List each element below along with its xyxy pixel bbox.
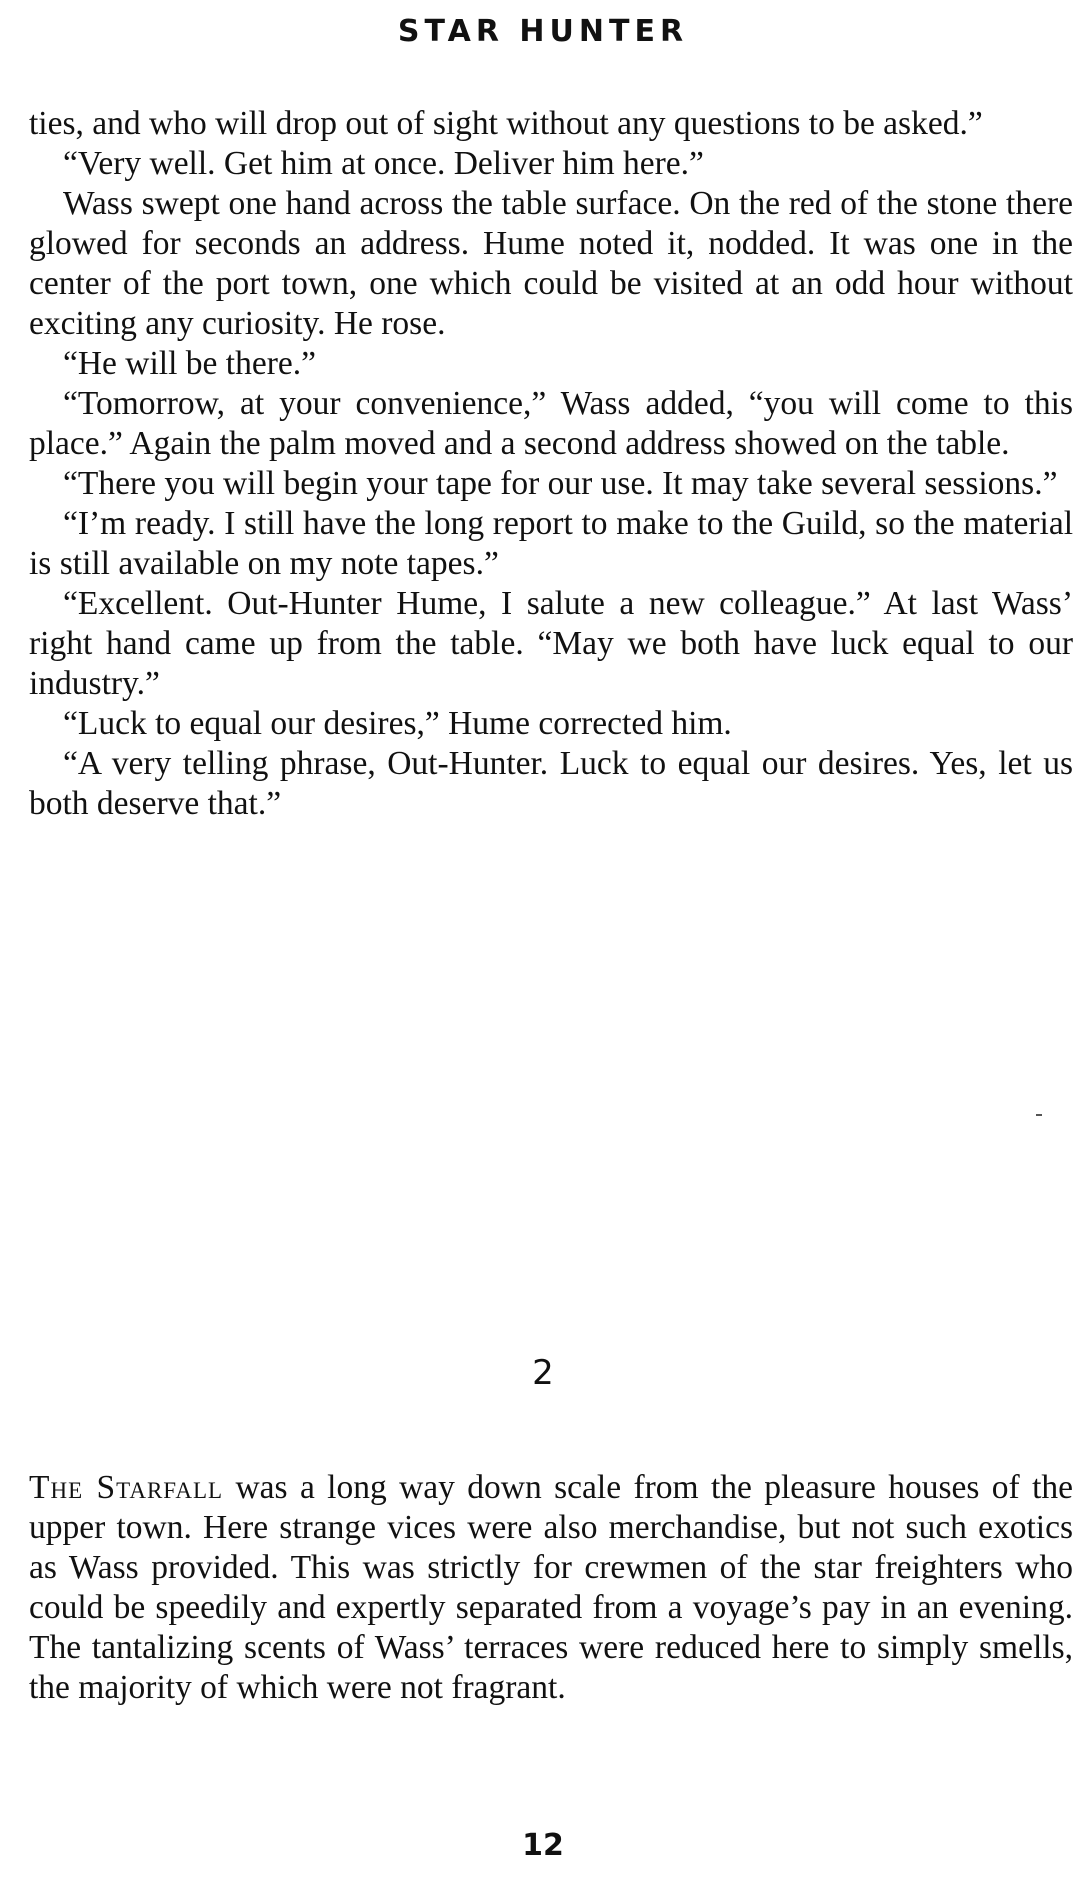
page-number: 12 <box>522 1828 564 1863</box>
paragraph: “Very well. Get him at once. Deliver him here.” <box>63 145 704 182</box>
chapter-opening-text <box>29 1468 1073 1708</box>
paragraph: “Tomorrow, at your convenience,” Wass added, “you will come to this place.” Again the palm moved and a second address showed on the table. <box>29 385 1073 462</box>
body-text <box>29 104 1073 824</box>
paragraph: “Luck to equal our desires,” Hume corrected him. <box>63 705 732 742</box>
chapter-opening-words: The Starfall <box>29 1469 224 1506</box>
chapter-opening-body: was a long way down scale from the pleasure houses of the upper town. Here strange vices were also merchandise, but not such exotics as Wass provided. This was strictly for crewmen of the star freighters who could be speedily and expertly separated from a voyage’s pay in an evening. The tantalizing scents of Wass’ terraces were reduced here to simply smells, the majority of which were not fragrant. <box>29 1469 1073 1706</box>
paragraph: Wass swept one hand across the table surface. On the red of the stone there glowed for seconds an address. Hume noted it, nodded. It was one in the center of the port town, one which could be visited at an odd hour without exciting any curiosity. He rose. <box>29 185 1073 342</box>
chapter-number: 2 <box>532 1353 554 1393</box>
paragraph: “A very telling phrase, Out-Hunter. Luck to equal our desires. Yes, let us both deserve that.” <box>29 745 1073 822</box>
paragraph: ties, and who will drop out of sight without any questions to be asked.” <box>29 105 983 142</box>
print-speck <box>1036 1114 1042 1116</box>
paragraph: “There you will begin your tape for our use. It may take several sessions.” <box>63 465 1058 502</box>
paragraph: “I’m ready. I still have the long report to make to the Guild, so the material is still available on my note tapes.” <box>29 505 1073 582</box>
paragraph: “Excellent. Out-Hunter Hume, I salute a new colleague.” At last Wass’ right hand came up from the table. “May we both have luck equal to our industry.” <box>29 585 1073 702</box>
paragraph: “He will be there.” <box>63 345 316 382</box>
chapter-opening-paragraph <box>29 1468 1073 1708</box>
running-head-title: STAR HUNTER <box>397 14 689 49</box>
